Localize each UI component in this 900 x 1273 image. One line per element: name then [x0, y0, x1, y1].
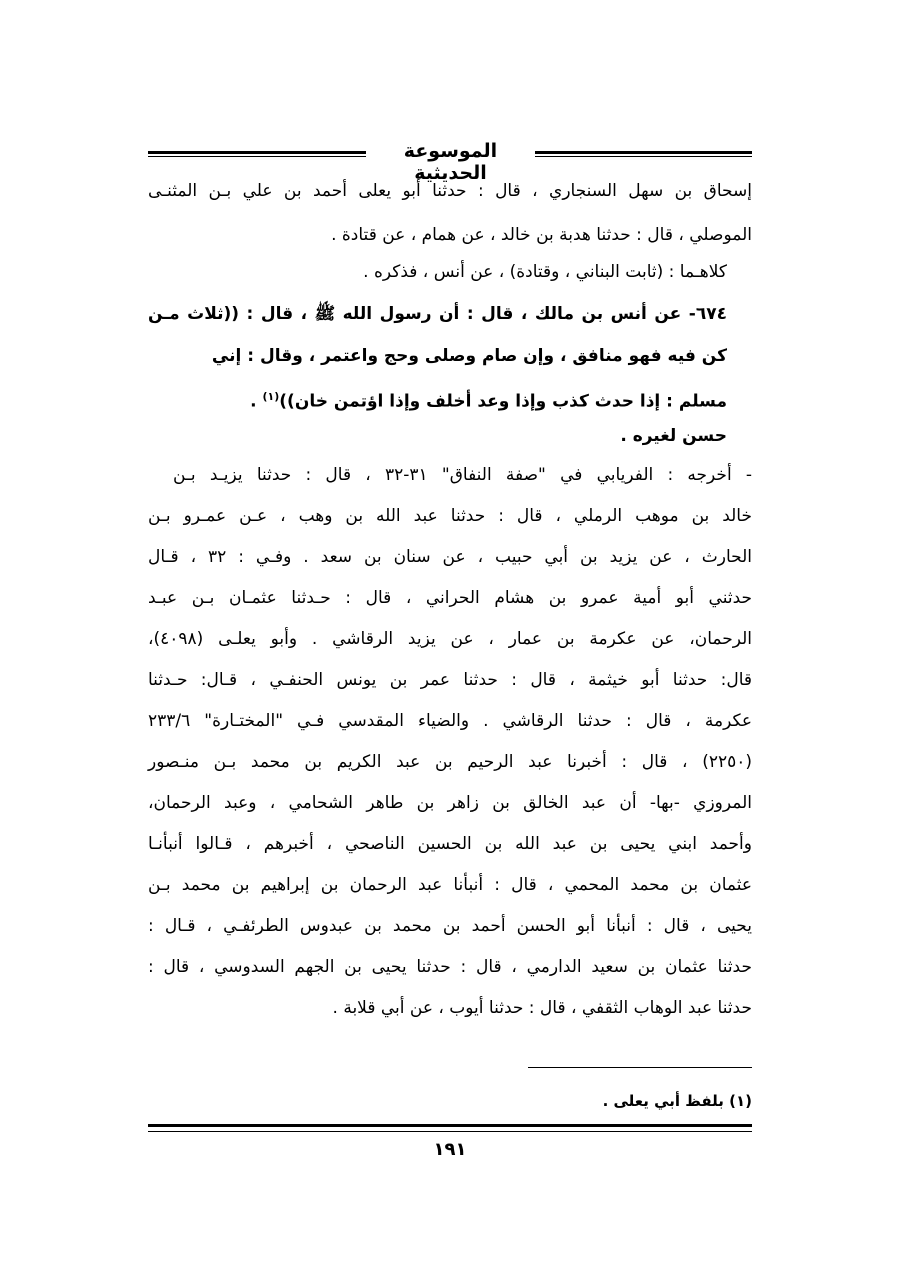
- takhrij-line-4: حدثني أبو أمية عمرو بن هشام الحراني ، قال : حـدثنا عثمـان بـن عبـد: [148, 588, 752, 608]
- hadith-line-3: [148, 380, 727, 419]
- hadith-line-2: كن فيه فهو منافق ، وإن صام وصلى وحج واعتمر ، وقال : إني: [211, 346, 727, 366]
- footer-rule-thick: [148, 1124, 752, 1127]
- footer-rule-thin: [148, 1131, 752, 1132]
- text-line-2: الموصلي ، قال : حدثنا هدبة بن خالد ، عن همام ، عن قتادة .: [331, 225, 752, 245]
- takhrij-line-3: الحارث ، عن يزيد بن أبي حبيب ، عن سنان بن سعد . وفـي : ٣٢ ، قـال: [148, 547, 752, 567]
- page-number: ١٩١: [433, 1139, 467, 1160]
- footnote-marker: (١): [262, 390, 280, 403]
- takhrij-line-1: - أخرجه : الفريابي في "صفة النفاق" ٣١-٣٢ ، قال : حدثنا يزيـد بـن: [173, 465, 753, 485]
- takhrij-line-11: عثمان بن محمد المحمي ، قال : أنبأنا عبد الرحمان بن إبراهيم بن محمد بـن: [148, 875, 752, 895]
- takhrij-line-6: قال: حدثنا أبو خيثمة ، قال : حدثنا عمر بن يونس الحنفـي ، قـال: حـدثنا: [148, 670, 752, 690]
- takhrij-line-8: (٢٢٥٠) ، قال : أخبرنا عبد الرحيم بن عبد الكريم بن محمد بـن منـصور: [148, 752, 752, 772]
- footnote-separator: [528, 1067, 752, 1068]
- footnote-text: (١) بلفظ أبي يعلى .: [602, 1092, 752, 1110]
- takhrij-line-14: حدثنا عبد الوهاب الثقفي ، قال : حدثنا أيوب ، عن أبي قلابة .: [332, 998, 752, 1018]
- takhrij-line-7: عكرمة ، قال : حدثنا الرقاشي . والضياء المقدسي فـي "المختـارة" ٢٣٣/٦: [148, 711, 752, 731]
- header-title: الموسوعة الحديثية: [403, 140, 498, 184]
- hadith-line-3-text: مسلم : إذا حدث كذب وإذا وعد أخلف وإذا اؤتمن خان)): [279, 391, 727, 412]
- takhrij-line-13: حدثنا عثمان بن سعيد الدارمي ، قال : حدثنا يحيى بن الجهم السدوسي ، قال :: [148, 957, 752, 977]
- takhrij-line-2: خالد بن موهب الرملي ، قال : حدثنا عبد الله بن وهب ، عـن عمـرو بـن: [148, 506, 752, 526]
- grading-line: حسن لغيره .: [620, 426, 727, 446]
- takhrij-line-10: وأحمد ابني يحيى بن عبد الله بن الحسين الناصحي ، أخبرهم ، قـالوا أنبأنـا: [148, 834, 752, 854]
- header-rule-right: [535, 151, 752, 154]
- header-rule-left: [148, 151, 366, 154]
- takhrij-line-12: يحيى ، قال : أنبأنا أبو الحسن أحمد بن محمد بن عبدوس الطرئفـي ، قـال :: [148, 916, 752, 936]
- takhrij-line-5: الرحمان، عن عكرمة بن عمار ، عن يزيد الرقاشي . وأبو يعلـى (٤٠٩٨)،: [148, 629, 752, 649]
- text-line-1: إسحاق بن سهل السنجاري ، قال : حدثنا أبو يعلى أحمد بن علي بـن المثنـى: [148, 181, 752, 201]
- hadith-line-3-end: .: [250, 391, 263, 412]
- text-line-3: كلاهـما : (ثابت البناني ، وقتادة) ، عن أنس ، فذكره .: [363, 262, 727, 282]
- takhrij-line-9: المروزي -بها- أن عبد الخالق بن زاهر بن طاهر الشحامي ، وعبد الرحمان،: [148, 793, 752, 813]
- page-header: [148, 140, 752, 184]
- hadith-line-1: ٦٧٤- عن أنس بن مالك ، قال : أن رسول الله ﷺ ، قال : ((ثلاث مـن: [148, 304, 727, 324]
